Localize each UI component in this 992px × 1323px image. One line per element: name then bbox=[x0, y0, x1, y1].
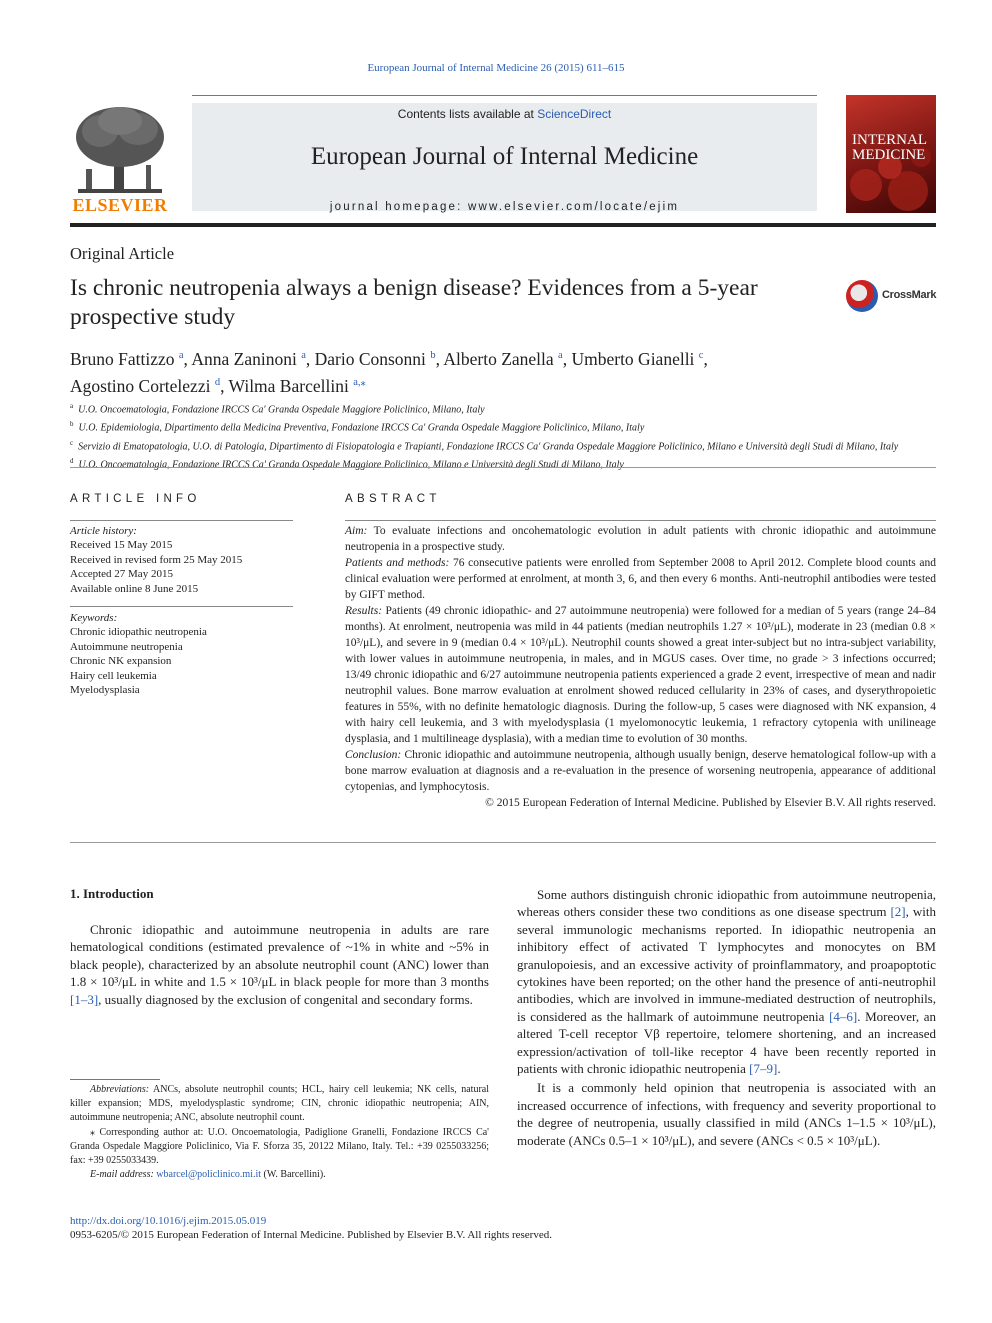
abstract-copyright: © 2015 European Federation of Internal Medicine. Published by Elsevier B.V. All rights reserved. bbox=[485, 797, 936, 809]
journal-masthead bbox=[70, 95, 936, 215]
doi-link[interactable]: http://dx.doi.org/10.1016/j.ejim.2015.05.019 bbox=[70, 1215, 267, 1227]
affiliation: $^c$ Servizio di Ematopatologia, U.O. di Patologia, Dipartimento di Fisiopatologia e Trapianti, Fondazione IRCCS Ca' Granda Ospedale Maggiore Policlinico, Milano e Università degli Studi di Milano, Italy bbox=[70, 438, 899, 452]
author-list: Bruno Fattizzo $^a$, Anna Zaninoni $^a$, Dario Consonni $^b$, Alberto Zanella $^a$, Umberto Gianelli $^c$, Agostino Cortelezzi $^d$, Wilma Barcellini $^{a,⁎}$ bbox=[70, 348, 708, 396]
citation-link[interactable]: [2] bbox=[890, 904, 906, 920]
article-type: Original Article bbox=[70, 244, 175, 263]
keywords-rule bbox=[70, 606, 293, 607]
article-info-rule bbox=[70, 520, 293, 521]
abstract-aim: Aim: To evaluate infections and oncohematologic evolution in adult patients with chronic idiopathic and autoimmune neutropenia in a prospective study. bbox=[345, 525, 936, 553]
journal-name: European Journal of Internal Medicine bbox=[310, 143, 699, 170]
cover-title: INTERNAL MEDICINE bbox=[852, 132, 927, 163]
keyword: Myelodysplasia bbox=[70, 684, 140, 697]
keyword: Hairy cell leukemia bbox=[70, 669, 157, 682]
body-paragraph: Some authors distinguish chronic idiopathic from autoimmune neutropenia, whereas others consider these two conditions as one disease spectrum [2], with several immunologic mechanisms reported. In idiopathic neutropenia an inhibitory effect of activated T lymphocytes and monocytes on BM granulopoiesis, and an excessive activity of proinflammatory, and proapoptotic cytokines have been reported; on the other hand the presence of anti-neutrophil antibodies, which are involved in immune-mediated destruction of neutrophils, is considered as the hallmark of autoimmune neutropenia [4–6]. Moreover, an altered T-cell receptor Vβ repertoire, telomere shortening, and an increased expression/activation of toll-like receptor 4 have been recently reported in patients with chronic idiopathic neutropenia [7–9]. bbox=[517, 887, 937, 1077]
corresponding-author-footnote: ⁎ Corresponding author at: U.O. Oncoematologia, Padiglione Granelli, Fondazione IRCCS Ca' Granda Ospedale Maggiore Policlinico, Via F. Sforza 35, 20122 Milano, Italy. Tel.: +39 0255033256; fax: +39 0255033439. bbox=[70, 1126, 489, 1167]
body-column-right bbox=[517, 886, 936, 1149]
citation-link[interactable]: [4–6] bbox=[829, 1008, 858, 1024]
masthead-thick-rule bbox=[70, 223, 936, 227]
history-label: Article history: bbox=[70, 525, 137, 537]
author[interactable]: Umberto Gianelli $^c$ bbox=[571, 348, 704, 369]
masthead-band bbox=[192, 103, 817, 211]
author[interactable]: Anna Zaninoni $^a$ bbox=[191, 348, 306, 369]
keyword: Chronic idiopathic neutropenia bbox=[70, 626, 207, 639]
affiliation: $^a$ U.O. Oncoematologia, Fondazione IRCCS Ca' Granda Ospedale Maggiore Policlinico, Milano, Italy bbox=[70, 402, 485, 416]
citation-link[interactable]: [7–9] bbox=[749, 1061, 778, 1077]
sciencedirect-link[interactable]: ScienceDirect bbox=[537, 107, 612, 121]
history-item: Accepted 27 May 2015 bbox=[70, 568, 173, 581]
author[interactable]: Dario Consonni $^b$ bbox=[314, 348, 436, 369]
crossmark-badge[interactable] bbox=[846, 280, 938, 316]
crossmark-label: CrossMark bbox=[882, 289, 937, 301]
email-link[interactable]: wbarcel@policlinico.mi.it bbox=[156, 1169, 262, 1181]
footnote-rule bbox=[70, 1079, 160, 1080]
body-column-left bbox=[70, 921, 489, 1008]
history-item: Received in revised form 25 May 2015 bbox=[70, 553, 243, 566]
contents-prefix: Contents lists available at bbox=[397, 107, 538, 121]
affiliation: $^b$ U.O. Epidemiologia, Dipartimento della Medicina Preventiva, Fondazione IRCCS Ca' Granda Ospedale Maggiore Policlinico, Milano, Italy bbox=[70, 420, 645, 434]
abstract-heading: ABSTRACT bbox=[345, 493, 441, 505]
abstract-rule bbox=[345, 520, 936, 521]
journal-homepage[interactable]: journal homepage: www.elsevier.com/locate/ejim bbox=[329, 201, 680, 213]
article-history bbox=[70, 524, 293, 596]
masthead-top-rule bbox=[192, 95, 817, 96]
abstract-body bbox=[345, 523, 936, 811]
affiliation: $^d$ U.O. Oncoematologia, Fondazione IRCCS Ca' Granda Ospedale Maggiore Policlinico, Milano e Università degli Studi di Milano, Italy bbox=[70, 456, 624, 471]
abstract-end-rule bbox=[70, 842, 936, 843]
running-head[interactable]: European Journal of Internal Medicine 26 (2015) 611–615 bbox=[367, 62, 625, 74]
abstract-methods: Patients and methods: 76 consecutive patients were enrolled from September 2008 to April 2012. Complete blood counts and clinical evaluation were performed at enrolment, at month 3, 6, and then every 6 months. Anti-neutrophil antibodies were tested by GIFT method. bbox=[345, 557, 936, 601]
keyword: Chronic NK expansion bbox=[70, 655, 172, 668]
citation-link[interactable]: [1–3] bbox=[70, 991, 99, 1007]
contents-line bbox=[192, 107, 817, 121]
history-item: Received 15 May 2015 bbox=[70, 539, 173, 552]
crossmark-icon bbox=[846, 280, 878, 312]
email-footnote: E-mail address: wbarcel@policlinico.mi.it (W. Barcellini). bbox=[90, 1169, 326, 1181]
keyword: Autoimmune neutropenia bbox=[70, 640, 183, 653]
article-title: Is chronic neutropenia always a benign disease? Evidences from a 5-year prospective study bbox=[70, 275, 758, 330]
elsevier-wordmark: ELSEVIER bbox=[72, 195, 168, 215]
author[interactable]: Bruno Fattizzo $^a$ bbox=[70, 348, 184, 369]
keywords bbox=[70, 611, 293, 697]
article-info-heading: ARTICLE INFO bbox=[70, 493, 201, 505]
abbreviations-footnote: Abbreviations: ANCs, absolute neutrophil counts; HCL, hairy cell leukemia; NK cells, natural killer expansion; MDS, myelodysplastic syndrome; CIN, chronic idiopathic neutropenia; AIN, autoimmune neutropenia; ANC, absolute neutrophil count. bbox=[70, 1084, 489, 1124]
section-heading-introduction: 1. Introduction bbox=[70, 886, 154, 901]
author[interactable]: Wilma Barcellini $^{a,⁎}$ bbox=[228, 375, 366, 396]
affiliations bbox=[70, 399, 936, 472]
author[interactable]: Alberto Zanella $^a$ bbox=[443, 348, 563, 369]
body-paragraph: It is a commonly held opinion that neutropenia is associated with an increased occurrence of infections, with frequency and severity proportional to the degree of neutropenia, usually classified in mild (ANCs 1–1.5 × 10³/μL), moderate (ANCs 0.5–1 × 10³/μL), and severe (ANCs < 0.5 × 10³/μL). bbox=[517, 1080, 936, 1148]
affiliation-divider bbox=[70, 467, 936, 468]
abstract-results: Results: Patients (49 chronic idiopathic- and 27 autoimmune neutropenia) were followed for a median of 5 years (range 24–84 months). At enrolment, neutropenia was mild in 44 patients (median neutrophils 1.27 × 10³/μL), moderate in 23 (median 0.8 × 10³/μL), and severe in 9 (median 0.4 × 10³/μL). Neutrophil counts showed a great inter-subject but no intra-subject variability, with lower values in autoimmune neutropenia, in males, and in MGUS cases. Over time, no grade > 3 infections occurred; 13/49 chronic idiopathic and 6/27 autoimmune neutropenia patients experienced a grade 2 event, irrespective of mean and nadir neutrophil values. Bone marrow evaluation at enrolment showed reduced cellularity in 23% of cases, and dyserythropoietic features in 55%, with no definite hematologic diagnosis. During the follow-up, 5 cases were diagnosed with NK expansion, 4 with hairy cell leukemia, and 3 with myelodysplasia (1 myelomonocytic leukemia, 1 refractory cytopenia with unilineage dysplasia, and 1 multilineage dysplasia), with a median time to evolution of 30 months. bbox=[345, 605, 936, 745]
abstract-conclusion: Conclusion: Chronic idiopathic and autoimmune neutropenia, although usually benign, deserve hematological follow-up with a bone marrow evaluation at diagnosis and a re-evaluation in the presence of worsening neutropenia, appearance of additional cytopenias, and lymphocytosis. bbox=[345, 749, 936, 793]
author[interactable]: Agostino Cortelezzi $^d$ bbox=[70, 375, 221, 396]
body-paragraph: Chronic idiopathic and autoimmune neutropenia in adults are rare hematological conditions (estimated prevalence of ~1% in white and ~5% in black people), characterized by an absolute neutrophil count (ANC) lower than 1.8 × 10³/μL in white and 1.5 × 10³/μL in black people for more than 3 months [1–3], usually diagnosed by the exclusion of congenital and secondary forms. bbox=[70, 922, 489, 1007]
journal-cover-thumbnail bbox=[846, 95, 936, 213]
history-item: Available online 8 June 2015 bbox=[70, 582, 199, 595]
footnotes bbox=[70, 1083, 489, 1182]
issn-copyright: 0953-6205/© 2015 European Federation of Internal Medicine. Published by Elsevier B.V. All rights reserved. bbox=[70, 1229, 552, 1241]
keywords-label: Keywords: bbox=[70, 612, 118, 624]
